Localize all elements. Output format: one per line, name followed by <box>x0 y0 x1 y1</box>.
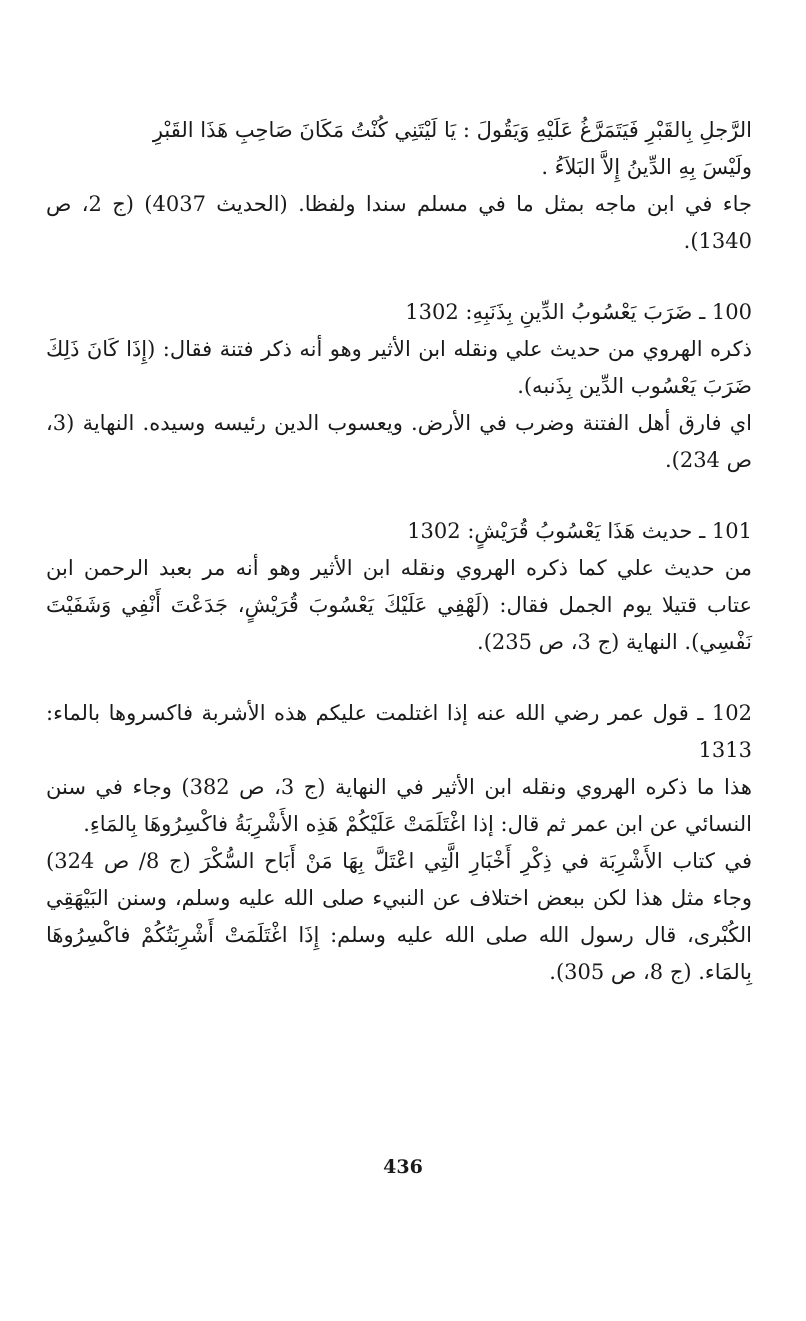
entry-paragraph: ذكره الهروي من حديث علي ونقله ابن الأثير وهو أنه ذكر فتنة فقال: (إِذَا كَانَ ذَلِكَ ضَرَبَ يَعْسُوب الدِّين بِذَنبه). <box>46 337 752 398</box>
entry-101 <box>46 513 752 661</box>
section-spacer <box>46 661 752 695</box>
page-body <box>46 112 752 991</box>
page-number: 436 <box>383 1156 423 1178</box>
hadith-text-line-2: ولَيْسَ بِهِ الدِّينُ إِلاَّ البَلاَءُ . <box>541 155 752 179</box>
entry-paragraph: في كتاب الأَشْرِبَة في ذِكْرِ أَخْبَارِ الَّتِي اعْتَلَّ بِهَا مَنْ أَبَاح السُّكْرَ (ج 8/ ص 324) وجاء مثل هذا لكن ببعض اختلاف عن النبيء صلى الله عليه وسلم، وسنن البَيْهَقِي الكُبْرى، قال رسول الله صلى الله عليه وسلم: إِذَا اغْتَلَمَتْ أَشْرِبَتُكُمْ فاكْسِرُوهَا بِالمَاء. (ج 8، ص 305). <box>46 849 752 984</box>
entry-paragraph: هذا ما ذكره الهروي ونقله ابن الأثير في النهاية (ج 3، ص 382) وجاء في سنن النسائي عن ابن عمر ثم قال: إذا اغْتَلَمَتْ عَلَيْكُمْ هَذِه الأَشْرِبَةُ فاكْسِرُوهَا بِالمَاءِ. <box>46 775 752 836</box>
continued-hadith-block <box>46 112 752 260</box>
entry-paragraph: من حديث علي كما ذكره الهروي ونقله ابن الأثير وهو أنه مر بعبد الرحمن ابن عتاب قتيلا يوم الجمل فقال: (لَهْفِي عَلَيْكَ يَعْسُوبَ قُرَيْشٍ، جَدَعْتَ أَنْفِي وَشَفَيْتَ نَفْسِي). النهاية (ج 3، ص 235). <box>46 556 752 654</box>
entry-100 <box>46 294 752 479</box>
entry-heading: 100 ـ ضَرَبَ يَعْسُوبُ الدِّينِ بِذَنَبِهِ: 1302 <box>405 300 752 324</box>
entry-paragraph: اي فارق أهل الفتنة وضرب في الأرض. ويعسوب الدين رئيسه وسيده. النهاية (3، ص 234). <box>46 411 752 472</box>
entry-102 <box>46 695 752 991</box>
entry-heading: 101 ـ حديث هَذَا يَعْسُوبُ قُرَيْشٍ: 1302 <box>407 519 752 543</box>
entry-heading: 102 ـ قول عمر رضي الله عنه إذا اغتلمت عليكم هذه الأشربة فاكسروها بالماء: 1313 <box>46 701 752 762</box>
section-spacer <box>46 260 752 294</box>
section-spacer <box>46 479 752 513</box>
hadith-source-note: جاء في ابن ماجه بمثل ما في مسلم سندا ولفظا. (الحديث 4037) (ج 2، ص 1340). <box>46 192 752 253</box>
hadith-text-line-1: الرَّجلِ بِالقَبْرِ فَيَتَمَرَّغُ عَلَيْهِ وَيَقُولَ : يَا لَيْتَنِي كُنْتُ مَكَانَ صَاحِبِ هَذَا القَبْرِ <box>152 118 752 142</box>
